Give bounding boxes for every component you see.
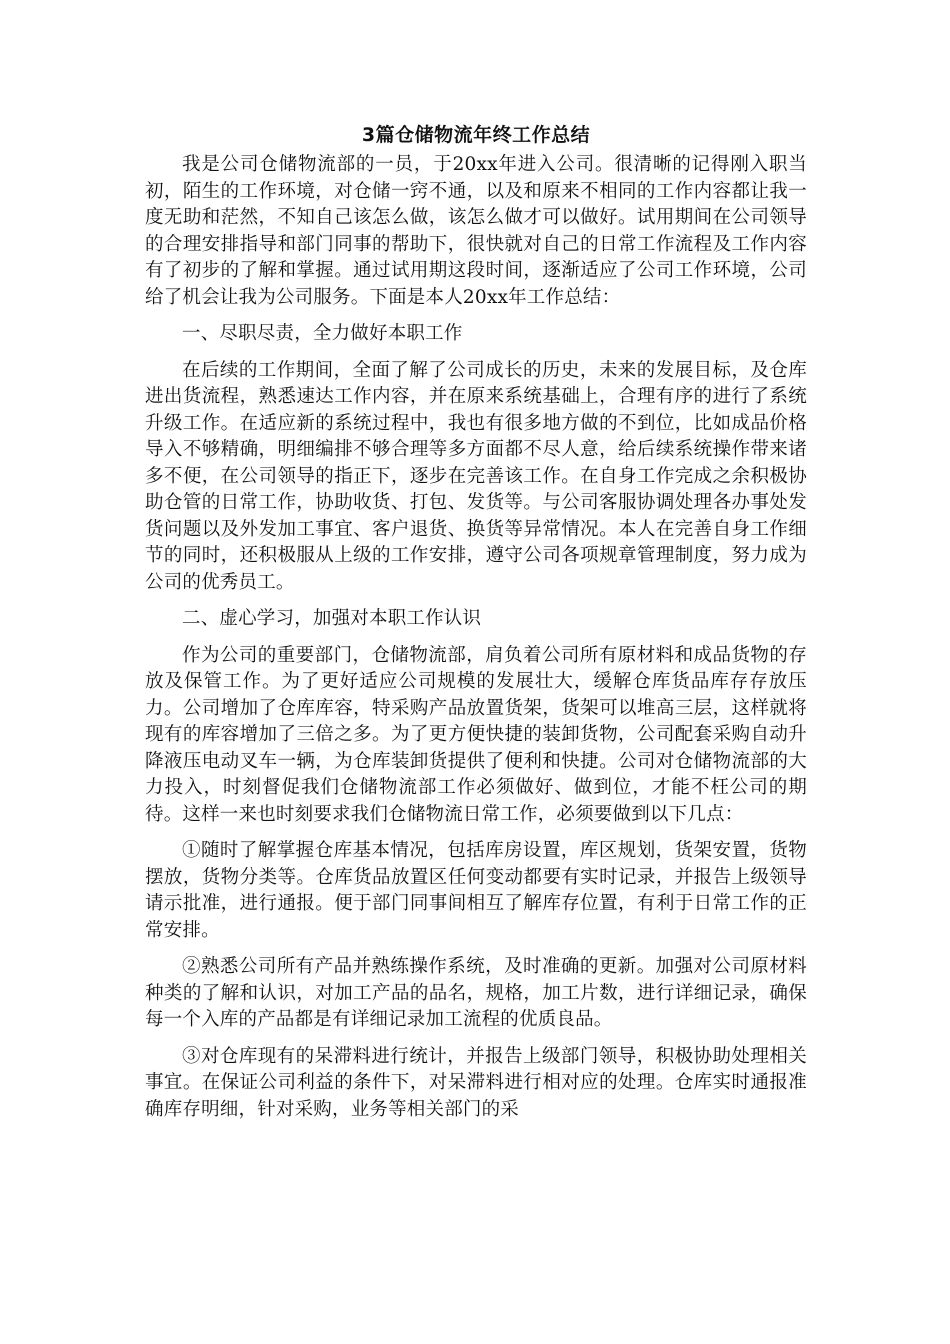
point-1-paragraph: ①随时了解掌握仓库基本情况，包括库房设置，库区规划，货架安置，货物摆放，货物分类等。仓库货品放置区任何变动都要有实时记录，并报告上级领导请示批准，进行通报。便于部门同事间相互了解库存位置，有利于日常工作的正常安排。 <box>145 840 807 941</box>
intro-paragraph: 我是公司仓储物流部的一员，于20xx年进入公司。很清晰的记得刚入职当初，陌生的工作环境，对仓储一窍不通，以及和原来不相同的工作内容都让我一度无助和茫然，不知自己该怎么做，该怎么做才可以做好。试用期间在公司领导的合理安排指导和部门同事的帮助下，很快就对自己的日常工作流程及工作内容有了初步的了解和掌握。通过试用期这段时间，逐渐适应了公司工作环境，公司给了机会让我为公司服务。下面是本人20xx年工作总结： <box>145 154 807 308</box>
section-2-paragraph: 作为公司的重要部门，仓储物流部，肩负着公司所有原材料和成品货物的存放及保管工作。为了更好适应公司规模的发展壮大，缓解仓库货品库存存放压力。公司增加了仓库库容，特采购产品放置货架，货架可以堆高三层，这样就将现有的库容增加了三倍之多。为了更方便快捷的装卸货物，公司配套采购自动升降液压电动叉车一辆，为仓库装卸货提供了便利和快捷。公司对仓储物流部的大力投入，时刻督促我们仓储物流部工作必须做好、做到位，才能不枉公司的期待。这样一来也时刻要求我们仓储物流日常工作，必须要做到以下几点： <box>145 644 807 825</box>
section-1-paragraph: 在后续的工作期间，全面了解了公司成长的历史，未来的发展目标，及仓库进出货流程，熟悉速达工作内容，并在原来系统基础上，合理有序的进行了系统升级工作。在适应新的系统过程中，我也有很多地方做的不到位，比如成品价格导入不够精确，明细编排不够合理等多方面都不尽人意，给后续系统操作带来诸多不便，在公司领导的指正下，逐步在完善该工作。在自身工作完成之余积极协助仓管的日常工作，协助收货、打包、发货等。与公司客服协调处理各办事处发货问题以及外发加工事宜、客户退货、换货等异常情况。本人在完善自身工作细节的同时，还积极服从上级的工作安排，遵守公司各项规章管理制度，努力成为公司的优秀员工。 <box>145 359 807 593</box>
document-title: 3篇仓储物流年终工作总结 <box>361 124 591 146</box>
point-2-paragraph: ②熟悉公司所有产品并熟练操作系统，及时准确的更新。加强对公司原材料种类的了解和认识，对加工产品的品名，规格，加工片数，进行详细记录，确保每一个入库的产品都是有详细记录加工流程的优质良品。 <box>145 956 807 1030</box>
point-3-paragraph: ③对仓库现有的呆滞料进行统计，并报告上级部门领导，积极协助处理相关事宜。在保证公司利益的条件下，对呆滞料进行相对应的处理。仓库实时通报准确库存明细，针对采购，业务等相关部门的采 <box>145 1045 807 1120</box>
document-page <box>145 120 807 1133</box>
section-heading-1: 一、尽职尽责，全力做好本职工作 <box>182 323 463 344</box>
section-heading-2: 二、虚心学习，加强对本职工作认识 <box>182 608 482 629</box>
